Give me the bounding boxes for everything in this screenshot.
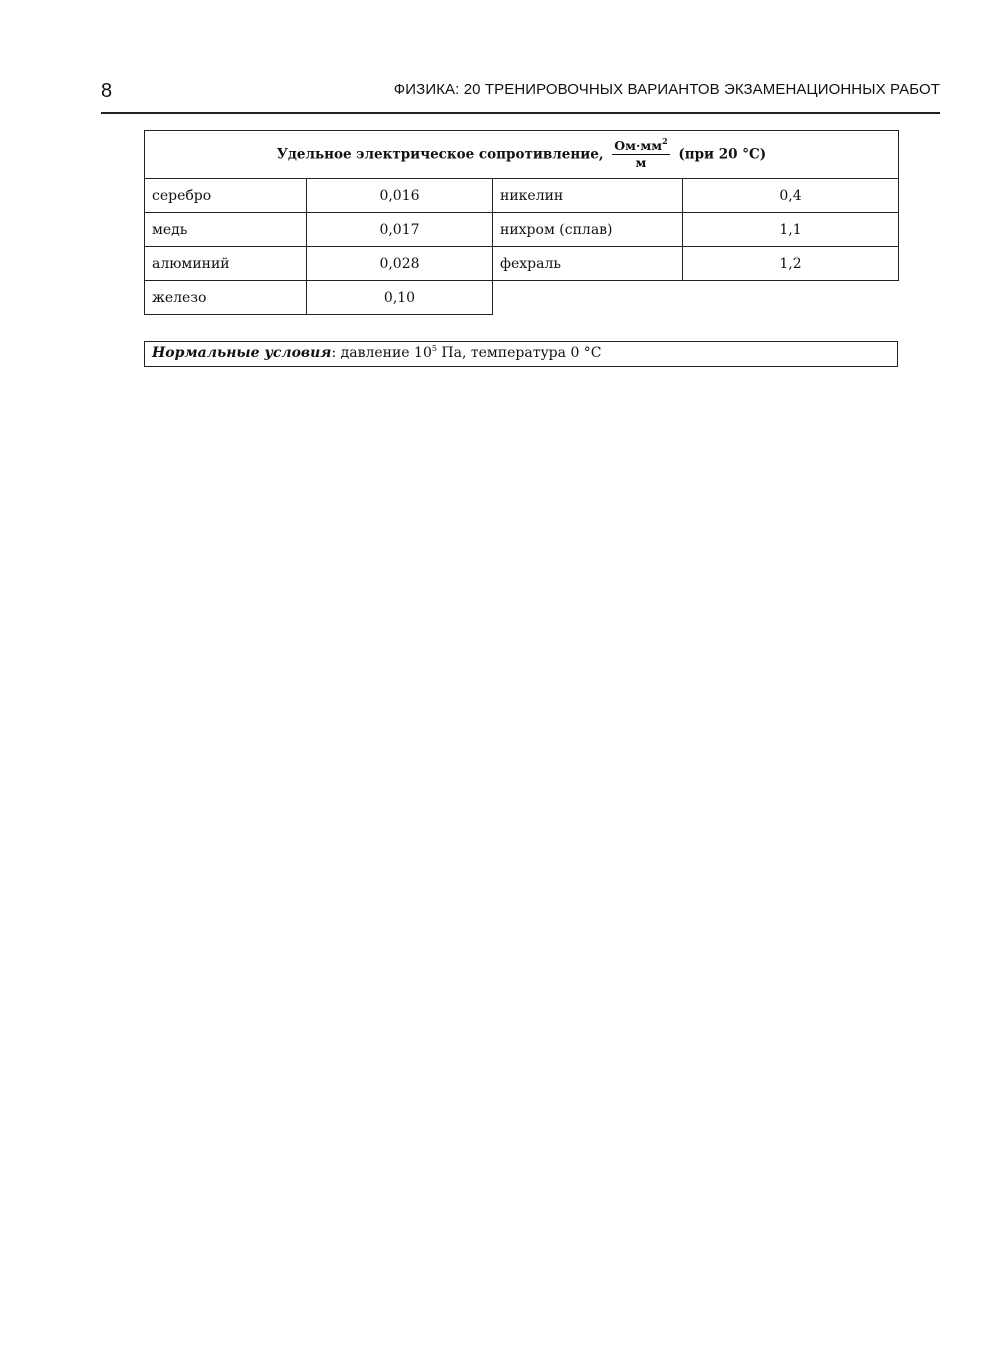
normal-conditions-pressure: : давление 10 (331, 345, 432, 361)
resistivity-value: 0,028 (307, 247, 493, 281)
resistivity-value: 1,1 (683, 213, 899, 247)
empty-cell (493, 281, 899, 315)
resistivity-table (144, 130, 899, 315)
resistivity-value: 0,016 (307, 179, 493, 213)
pressure-exponent: 5 (431, 344, 437, 353)
material-name: медь (145, 213, 307, 247)
unit-exponent: 2 (662, 135, 668, 146)
resistivity-value: 0,4 (683, 179, 899, 213)
material-name: фехраль (493, 247, 683, 281)
page-header (101, 76, 940, 114)
material-name: серебро (145, 179, 307, 213)
table-row (145, 179, 899, 213)
normal-conditions-rest: Па, температура 0 °С (436, 345, 602, 361)
resistivity-value: 0,017 (307, 213, 493, 247)
page-number: 8 (101, 80, 113, 102)
resistivity-value: 1,2 (683, 247, 899, 281)
material-name: нихром (сплав) (493, 213, 683, 247)
unit-denominator: м (635, 155, 647, 170)
table-caption-row (145, 131, 899, 179)
table-caption (145, 131, 899, 179)
material-name: железо (145, 281, 307, 315)
caption-text: Удельное электрическое сопротивление, (276, 146, 604, 162)
unit-numerator-text: Ом·мм (614, 137, 663, 153)
unit-numerator (612, 135, 669, 155)
unit-fraction (612, 135, 669, 171)
caption-condition: (при 20 °С) (678, 146, 767, 162)
running-title: ФИЗИКА: 20 ТРЕНИРОВОЧНЫХ ВАРИАНТОВ ЭКЗАМЕНАЦИОННЫХ РАБОТ (393, 81, 940, 98)
resistivity-value: 0,10 (307, 281, 493, 315)
material-name: алюминий (145, 247, 307, 281)
table-row (145, 213, 899, 247)
normal-conditions-term: Нормальные условия (152, 345, 332, 361)
table-row (145, 281, 899, 315)
normal-conditions-box (144, 341, 898, 367)
material-name: никелин (493, 179, 683, 213)
table-row (145, 247, 899, 281)
